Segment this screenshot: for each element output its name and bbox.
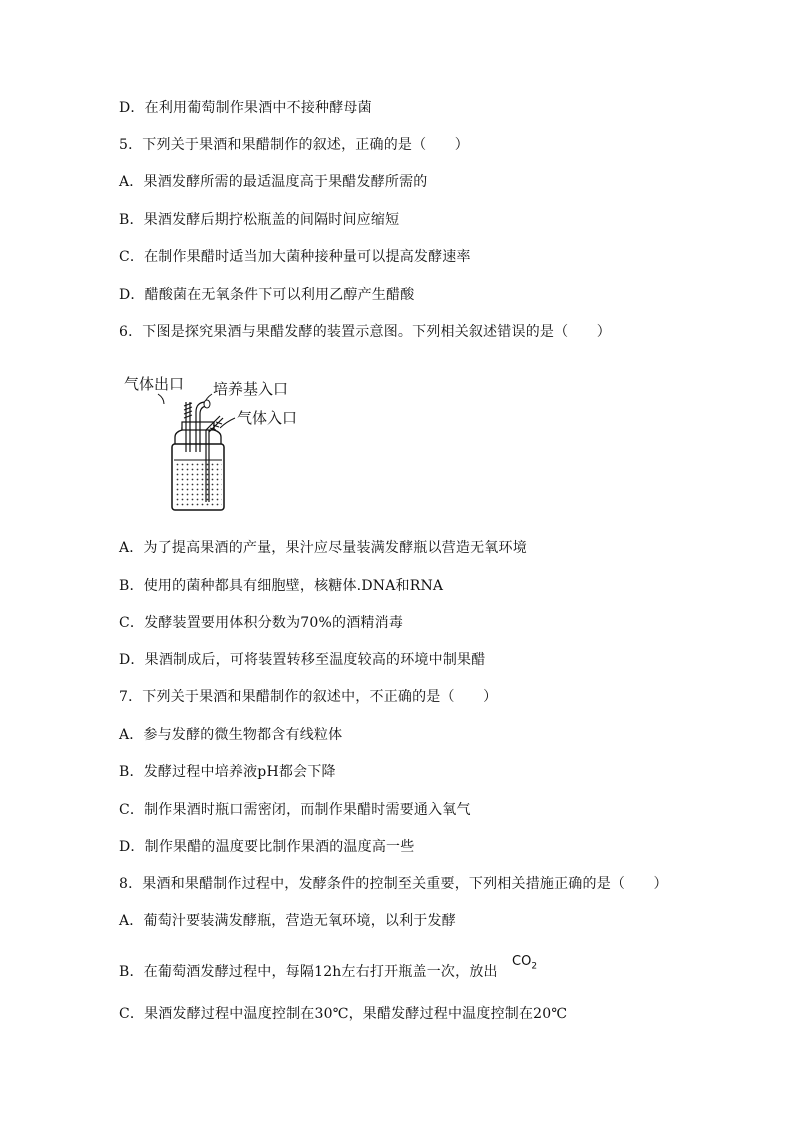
q8-option-c: C．果酒发酵过程中温度控制在30℃，果醋发酵过程中温度控制在20℃ bbox=[119, 1006, 568, 1022]
co2-main: CO bbox=[512, 954, 532, 969]
medium-inlet-clamp bbox=[204, 400, 210, 408]
co2-formula bbox=[512, 954, 537, 972]
q7-option-b: B．发酵过程中培养液pH都会下降 bbox=[119, 764, 336, 780]
label-medium-inlet: 培养基入口 bbox=[213, 380, 289, 398]
co2-subscript: 2 bbox=[531, 961, 538, 972]
leader-gas-outlet bbox=[158, 394, 164, 404]
label-gas-inlet: 气体入口 bbox=[237, 409, 298, 427]
fermentation-apparatus-diagram bbox=[120, 372, 320, 517]
q6-stem: 6．下图是探究果酒与果醋发酵的装置示意图。下列相关叙述错误的是（ ） bbox=[119, 324, 611, 340]
q6-option-b: B．使用的菌种都具有细胞壁，核糖体.DNA和RNA bbox=[119, 578, 444, 594]
fermentation-apparatus-svg bbox=[120, 372, 320, 517]
q5-stem: 5．下列关于果酒和果醋制作的叙述，正确的是（ ） bbox=[119, 137, 469, 153]
q7-option-d: D．制作果醋的温度要比制作果酒的温度高一些 bbox=[119, 839, 415, 855]
q6-option-c: C．发酵装置要用体积分数为70%的酒精消毒 bbox=[119, 615, 404, 631]
q6-option-a: A．为了提高果酒的产量，果汁应尽量装满发酵瓶以营造无氧环境 bbox=[119, 540, 527, 556]
q7-option-a: A．参与发酵的微生物都含有线粒体 bbox=[119, 727, 343, 743]
q5-option-c: C．在制作果醋时适当加大菌种接种量可以提高发酵速率 bbox=[119, 249, 471, 265]
q7-option-c: C．制作果酒时瓶口需密闭，而制作果醋时需要通入氧气 bbox=[119, 802, 471, 818]
q7-stem: 7．下列关于果酒和果醋制作的叙述中，不正确的是（ ） bbox=[119, 689, 498, 705]
q4-option-d: D．在利用葡萄制作果酒中不接种酵母菌 bbox=[119, 100, 372, 116]
q8-option-a: A．葡萄汁要装满发酵瓶，营造无氧环境，以利于发酵 bbox=[119, 913, 456, 929]
gas-outlet-clamp bbox=[184, 403, 192, 418]
culture-liquid bbox=[174, 460, 222, 508]
label-gas-outlet: 气体出口 bbox=[124, 375, 185, 393]
q8-stem: 8．果酒和果醋制作过程中，发酵条件的控制至关重要，下列相关措施正确的是（ ） bbox=[119, 876, 668, 892]
q5-option-d: D．醋酸菌在无氧条件下可以利用乙醇产生醋酸 bbox=[119, 287, 415, 303]
q6-option-d: D．果酒制成后，可将装置转移至温度较高的环境中制果醋 bbox=[119, 652, 486, 668]
q8-option-b: B．在葡萄酒发酵过程中，每隔12h左右打开瓶盖一次，放出 bbox=[119, 964, 498, 980]
q5-option-b: B．果酒发酵后期拧松瓶盖的间隔时间应缩短 bbox=[119, 212, 400, 228]
q5-option-a: A．果酒发酵所需的最适温度高于果醋发酵所需的 bbox=[119, 174, 428, 190]
